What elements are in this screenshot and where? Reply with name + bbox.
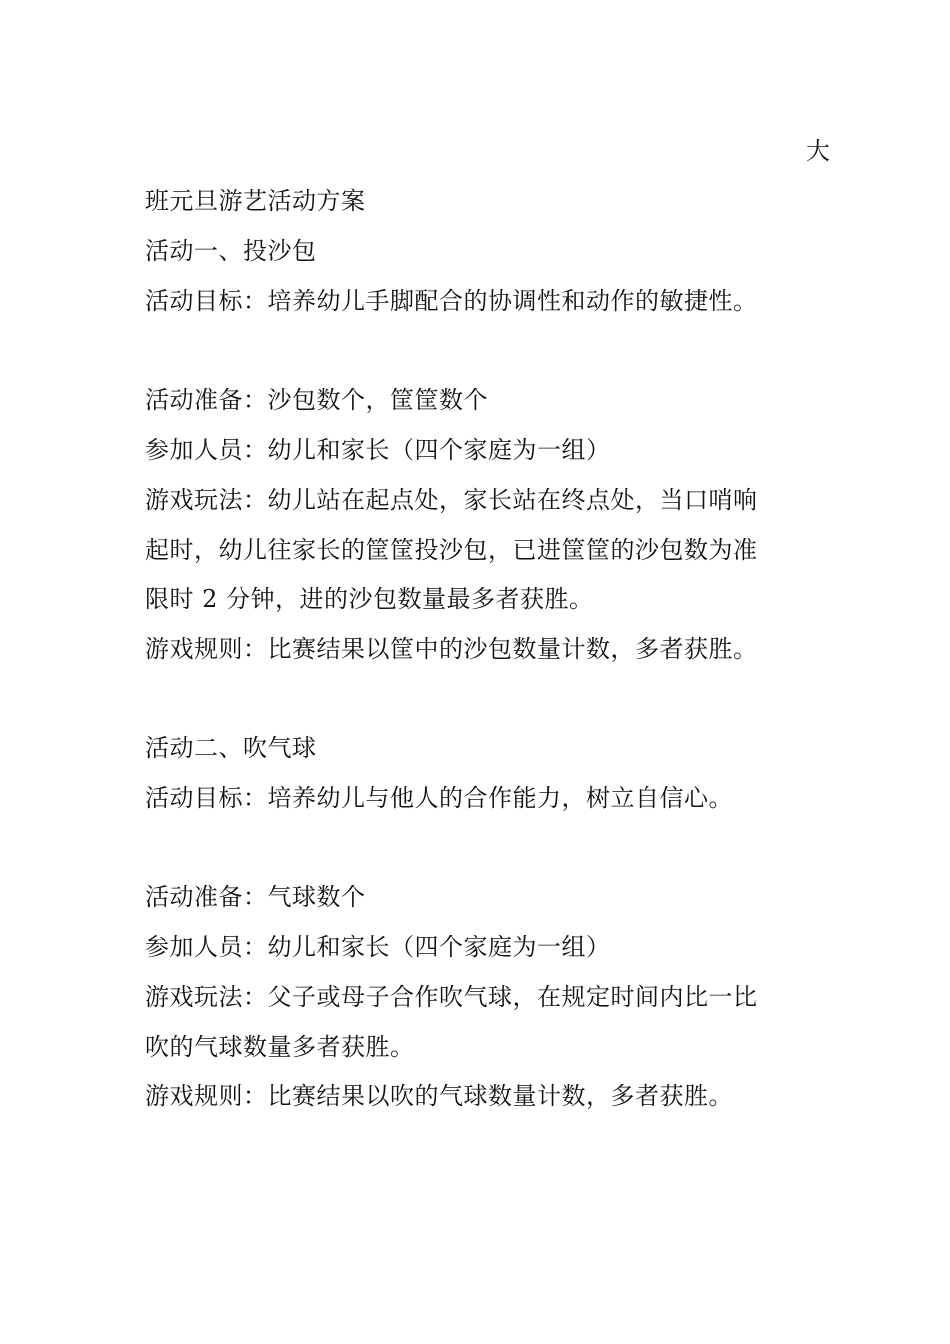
activity2-prep: 活动准备：气球数个 [145,883,366,911]
title-corner-char: 大 [806,137,830,165]
activity2-goal: 活动目标：培养幼儿与他人的合作能力，树立自信心。 [145,784,733,812]
activity1-play-line3: 限时 2 分钟，进的沙包数量最多者获胜。 [145,585,594,613]
activity2-participants: 参加人员：幼儿和家长（四个家庭为一组） [145,933,611,961]
activity1-rules: 游戏规则：比赛结果以筐中的沙包数量计数，多者获胜。 [145,635,758,663]
activity1-participants: 参加人员：幼儿和家长（四个家庭为一组） [145,436,611,464]
activity1-prep: 活动准备：沙包数个，筐筐数个 [145,386,488,414]
activity2-play-line1: 游戏玩法：父子或母子合作吹气球，在规定时间内比一比 [145,983,758,1011]
activity1-play-line1: 游戏玩法：幼儿站在起点处，家长站在终点处，当口哨响 [145,486,758,514]
activity1-play-line2: 起时，幼儿往家长的筐筐投沙包，已进筐筐的沙包数为准 [145,536,758,564]
activity2-heading: 活动二、吹气球 [145,734,317,762]
activity2-rules: 游戏规则：比赛结果以吹的气球数量计数，多者获胜。 [145,1082,733,1110]
activity1-goal: 活动目标：培养幼儿手脚配合的协调性和动作的敏捷性。 [145,287,758,315]
activity1-heading: 活动一、投沙包 [145,237,317,265]
activity2-play-line2: 吹的气球数量多者获胜。 [145,1033,415,1061]
document-title: 班元旦游艺活动方案 [145,187,366,215]
